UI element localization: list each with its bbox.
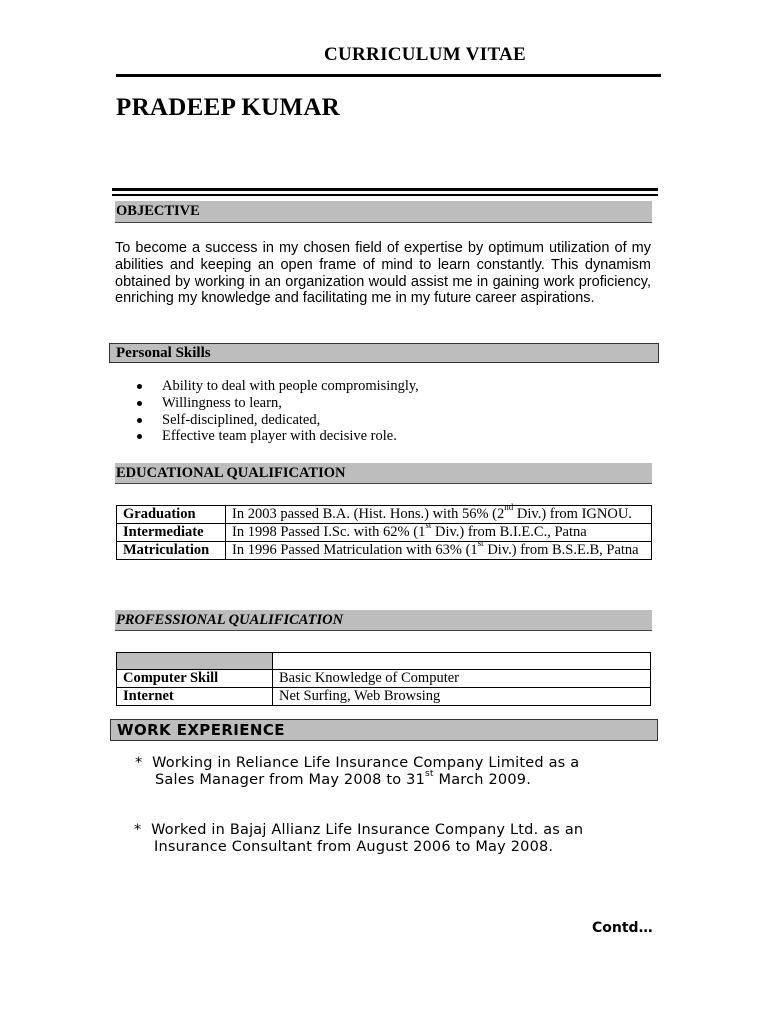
education-table	[116, 502, 652, 560]
education-detail: In 1996 Passed Matriculation with 63% (1st Div.) from B.S.E.B, Patna	[226, 542, 652, 560]
work-item: * Worked in Bajaj Allianz Life Insurance Company Ltd. as an Insurance Consultant from August 2006 to May 2008.	[134, 822, 584, 855]
professional-table	[116, 652, 651, 706]
education-detail: In 2003 passed B.A. (Hist. Hons.) with 56% (2nd Div.) from IGNOU.	[226, 506, 652, 524]
continued-note: Contd…	[592, 920, 653, 936]
table-row	[117, 653, 651, 670]
personal-skills-list	[133, 378, 419, 445]
table-row	[117, 506, 652, 524]
education-level: Intermediate	[117, 524, 226, 542]
education-heading: EDUCATIONAL QUALIFICATION	[115, 463, 652, 484]
double-rule-bottom	[112, 194, 658, 196]
professional-value: Net Surfing, Web Browsing	[273, 688, 651, 706]
bullet-icon	[137, 418, 142, 423]
professional-label: Computer Skill	[117, 670, 273, 688]
list-item: Ability to deal with people compromisingly,	[133, 378, 419, 395]
work-item: * Working in Reliance Life Insurance Company Limited as a Sales Manager from May 2008 to 31st March 2009.	[135, 755, 580, 788]
table-row	[117, 688, 651, 706]
objective-heading: OBJECTIVE	[115, 201, 652, 223]
education-level: Matriculation	[117, 542, 226, 560]
table-row	[117, 524, 652, 542]
list-item: Effective team player with decisive role.	[133, 428, 419, 445]
education-level: Graduation	[117, 506, 226, 524]
bullet-icon	[137, 434, 142, 439]
professional-value: Basic Knowledge of Computer	[273, 670, 651, 688]
work-experience-heading: WORK EXPERIENCE	[110, 719, 658, 741]
bullet-icon	[137, 401, 142, 406]
list-item: Willingness to learn,	[133, 395, 419, 412]
title-rule	[116, 74, 661, 77]
double-rule-top	[112, 188, 658, 191]
bullet-icon	[137, 384, 142, 389]
personal-skills-heading: Personal Skills	[109, 343, 659, 363]
education-detail: In 1998 Passed I.Sc. with 62% (1st Div.) from B.I.E.C., Patna	[226, 524, 652, 542]
candidate-name: PRADEEP KUMAR	[116, 94, 341, 121]
professional-label: Internet	[117, 688, 273, 706]
table-row	[117, 670, 651, 688]
table-row	[117, 542, 652, 560]
document-title: CURRICULUM VITAE	[323, 44, 527, 65]
objective-text: To become a success in my chosen field of expertise by optimum utilization of my abilities and keeping an open frame of mind to learn constantly. This dynamism obtained by working in an organization would assist me in gaining work proficiency, enriching my knowledge and facilitating me in my future career aspirations.	[115, 240, 651, 307]
professional-heading: PROFESSIONAL QUALIFICATION	[115, 610, 652, 631]
list-item: Self-disciplined, dedicated,	[133, 412, 419, 429]
